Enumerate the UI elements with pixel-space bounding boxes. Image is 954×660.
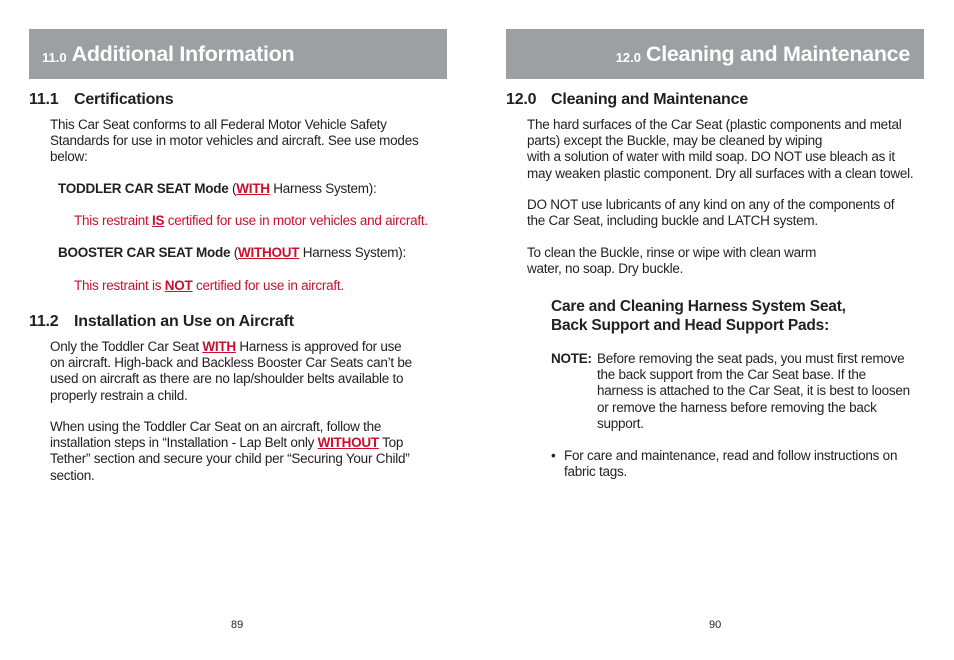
text-span: Harness System): (299, 245, 407, 260)
booster-not-certified-note (74, 278, 344, 294)
heading-number: 12.0 (506, 91, 537, 108)
note-text (597, 351, 910, 432)
page-number: 89 (231, 619, 244, 631)
text-span: Only the Toddler Car Seat (50, 339, 203, 354)
text-span: Harness is approved for use (235, 339, 402, 354)
booster-mode-label: BOOSTER CAR SEAT Mode (58, 245, 231, 260)
text-span: installation steps in “Installation - Lap Belt only (50, 435, 318, 451)
text-line: section. (50, 467, 95, 483)
text-line: the Car Seat, including buckle and LATCH system. (527, 213, 818, 229)
heading-number: 11.2 (29, 313, 59, 330)
with-emphasis: WITH (202, 339, 236, 354)
harness-care-heading (551, 297, 846, 335)
text-line: with a solution of water with mild soap. DO NOT use bleach as it (527, 149, 895, 165)
cleaning-paragraph-1 (527, 117, 913, 182)
text-line: For care and maintenance, read and follow instructions on (564, 448, 898, 463)
text-line: the back support from the Car Seat base. If the (597, 367, 866, 383)
heading-line: Back Support and Head Support Pads: (551, 317, 830, 334)
text-line: may weaken plastic component. Dry all surfaces with a clean towel. (527, 165, 914, 181)
banner-title: Additional Information (71, 41, 295, 66)
banner-title: Cleaning and Maintenance (646, 41, 910, 66)
section-banner-11 (29, 29, 447, 79)
right-page (477, 0, 954, 660)
bullet-glyph: • (551, 448, 556, 463)
is-emphasis: IS (152, 213, 165, 228)
cleaning-paragraph-2 (527, 197, 894, 229)
not-emphasis: NOT (164, 278, 193, 293)
text-span: ( (228, 181, 237, 196)
text-line: or remove the harness before removing the back (597, 399, 877, 415)
text-line: properly restrain a child. (50, 387, 188, 403)
text-line: Standards for use in motor vehicles and aircraft. See use modes (50, 133, 419, 149)
booster-mode-line (58, 245, 406, 261)
heading-line: Care and Cleaning Harness System Seat, (551, 298, 846, 315)
text-line: fabric tags. (564, 464, 628, 480)
page-number: 90 (709, 619, 722, 631)
banner-number: 11.0 (42, 49, 67, 65)
cleaning-paragraph-3 (527, 245, 816, 277)
certifications-intro (50, 117, 418, 166)
heading-certifications (29, 91, 173, 109)
toddler-mode-line (58, 181, 377, 197)
heading-cleaning (506, 91, 748, 109)
section-banner-12 (506, 29, 924, 79)
text-line: parts) except the Buckle, may be cleaned by wiping (527, 133, 823, 149)
text-line: This Car Seat conforms to all Federal Motor Vehicle Safety (50, 117, 387, 132)
bullet-icon (551, 448, 555, 464)
text-line: To clean the Buckle, rinse or wipe with clean warm (527, 245, 817, 260)
text-span: Top (378, 435, 404, 451)
banner-number: 12.0 (615, 49, 641, 65)
text-line: When using the Toddler Car Seat on an aircraft, follow the (50, 419, 382, 434)
text-line: support. (597, 415, 644, 431)
text-span: ( (230, 245, 239, 260)
text-line (50, 435, 409, 451)
toddler-certified-note (74, 213, 428, 229)
toddler-mode-label: TODDLER CAR SEAT Mode (58, 181, 229, 196)
text-line: harness is attached to the Car Seat, it is best to loosen (597, 383, 910, 399)
text-line: water, no soap. Dry buckle. (527, 261, 684, 277)
heading-title: Certifications (74, 91, 174, 108)
text-span: This restraint (74, 213, 153, 228)
heading-number: 11.1 (29, 91, 59, 108)
text-line: on aircraft. High-back and Backless Booster Car Seats can’t be (50, 355, 412, 371)
note-label-text: NOTE: (551, 351, 592, 366)
heading-title: Cleaning and Maintenance (551, 91, 749, 108)
text-line: used on aircraft as there are no lap/shoulder belts available to (50, 371, 404, 387)
text-span: Harness System): (269, 181, 377, 196)
text-line: Tether” section and secure your child per “Securing Your Child” (50, 451, 410, 467)
text-line: below: (50, 149, 88, 165)
aircraft-paragraph-2 (50, 419, 409, 484)
text-line: The hard surfaces of the Car Seat (plastic components and metal (527, 117, 902, 132)
text-line (50, 339, 412, 355)
with-emphasis: WITH (236, 181, 270, 196)
text-span: certified for use in aircraft. (192, 278, 344, 293)
bullet-item (564, 448, 897, 480)
without-emphasis: WITHOUT (317, 435, 379, 451)
text-span: certified for use in motor vehicles and aircraft. (164, 213, 428, 228)
heading-title: Installation an Use on Aircraft (74, 313, 294, 330)
text-line: DO NOT use lubricants of any kind on any of the components of (527, 197, 895, 212)
text-line: Before removing the seat pads, you must first remove (597, 351, 905, 366)
note-label (551, 351, 592, 367)
aircraft-paragraph-1 (50, 339, 412, 404)
without-emphasis: WITHOUT (238, 245, 300, 260)
heading-aircraft-installation (29, 313, 294, 331)
text-span: This restraint is (74, 278, 165, 293)
